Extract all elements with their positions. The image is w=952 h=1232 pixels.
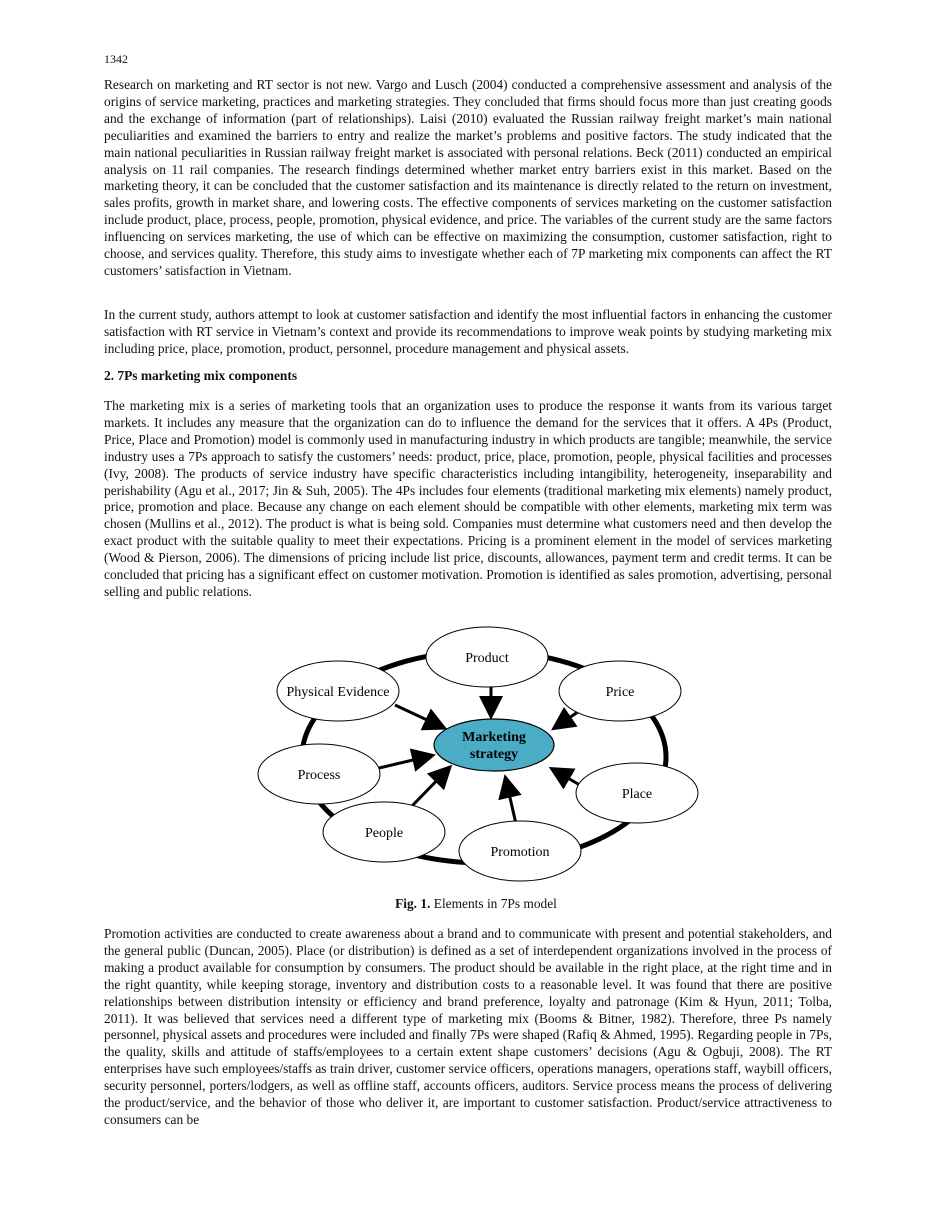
figure-caption <box>0 896 952 912</box>
arrow-promotion <box>506 780 516 824</box>
section-heading: 2. 7Ps marketing mix components <box>104 368 298 383</box>
paragraph-2: In the current study, authors attempt to look at customer satisfaction and identify the most influential factors in enhancing the customer satisfaction with RT service in Vietnam’s context and provide its recommendations to improve weak points by studying marketing mix including price, place, promotion, product, personnel, procedure management and physical assets. <box>104 307 832 356</box>
paragraph-1: Research on marketing and RT sector is not new. Vargo and Lusch (2004) conducted a comprehensive assessment and analysis of the origins of service marketing, practices and marketing strategies. They concluded that firms should focus more than just creating goods and the exchange of information (part of relationships). Laisi (2010) evaluated the Russian railway freight market’s main national peculiarities and examined the barriers to entry and realize the market’s problems and positive factors. The study indicated that the main national peculiarities in Russian railway freight market is associated with personal relations. Beck (2011) conducted an empirical analysis on 11 rail companies. The research findings determined whether market entry barriers exist in this market. Based on the marketing theory, it can be concluded that the customer satisfaction and its maintenance is directly related to the return on investment, sales profits, growth in market share, and lowering costs. The effective components of services marketing on the customer satisfaction include product, place, process, people, promotion, physical evidence, and price. The variables of the current study are the same factors influencing on services marketing, the use of which can be effective on maximizing the consumption, customer satisfaction, right to choose, and services quality. Therefore, this study aims to investigate whether each of 7P marketing mix components can affect the RT customers’ satisfaction in Vietnam. <box>104 77 832 278</box>
paragraph-4: Promotion activities are conducted to create awareness about a brand and to communicate with present and potential stakeholders, and the general public (Duncan, 2005). Place (or distribution) is defined as a set of interdependent organizations involved in the process of making a product available for consumption by consumers. The product should be available in the right place, at the right time and in the right quantity, while keeping storage, inventory and distribution costs to a reasonable level. It was found that there are positive relationships between distribution intensity or efficiency and brand preference, loyalty and patronage (Kim & Hyun, 2011; Tolba, 2011). It was believed that services need a different type of marketing mix (Booms & Bitner, 1982). Therefore, three Ps namely personnel, physical assets and procedures were included and finally 7Ps were shaped (Rafiq & Ahmed, 1995). Regarding people in 7Ps, the quality, skills and attitude of staffs/employees to a certain extent shape customers’ decisions (Agu & Ogbuji, 2008). The RT enterprises have such employees/staffs as train driver, customer service officers, operations managers, operations staff, waybill officers, security personnel, porters/lodgers, as well as offline staff, accounts officers, auditors. Service process means the process of delivering the product/service, and the behavior of those who deliver it, are important to customer satisfaction. Product/service attractiveness to consumers can be <box>104 926 832 1127</box>
center-label-line2: strategy <box>469 747 519 762</box>
physical-evidence-label: Physical Evidence <box>286 685 390 700</box>
arrow-process <box>379 756 430 768</box>
arrow-physical-evidence <box>395 705 442 727</box>
figure-7ps-model <box>250 624 710 884</box>
caption-text: Elements in 7Ps model <box>433 896 557 911</box>
place-label: Place <box>621 787 653 802</box>
page-number: 1342 <box>104 52 128 66</box>
people-label: People <box>364 826 404 841</box>
promotion-label: Promotion <box>490 845 550 860</box>
arrow-people <box>411 769 448 807</box>
price-label: Price <box>605 685 635 700</box>
7ps-diagram <box>250 624 710 884</box>
paragraph-3: The marketing mix is a series of marketing tools that an organization uses to produce the response it wants from its various target markets. It includes any measure that the organization can do to influence the demand for the services that it offers. A 4Ps (Product, Price, Place and Promotion) model is commonly used in manufacturing industry in which products are tangible; meanwhile, the service industry uses a 7Ps approach to satisfy the customers’ needs: product, price, place, promotion, people, physical facilities and processes (Ivy, 2008). The products of service industry have specific characteristics including intangibility, heterogeneity, inseparability and perishability (Agu et al., 2017; Jin & Suh, 2005). The 4Ps includes four elements (traditional marketing mix elements) namely product, price, promotion and place. Because any change on each element should be compatible with other elements, marketing mix term was chosen (Mullins et al., 2012). The product is what is being sold. Companies must determine what customers need and then develop the exact product with the suitable quality to meet their expectations. Pricing is a prominent element in the model of services marketing (Wood & Pierson, 2006). The dimensions of pricing include list price, discounts, allowances, payment term and credit terms. It can be concluded that pricing has a significant effect on customer motivation. Promotion is identified as sales promotion, advertising, personal selling and public relations. <box>104 398 832 599</box>
product-label: Product <box>465 651 509 666</box>
center-node <box>434 719 554 771</box>
process-label: Process <box>297 768 341 783</box>
caption-label: Fig. 1. <box>395 896 431 911</box>
center-label-line1: Marketing <box>462 730 526 745</box>
